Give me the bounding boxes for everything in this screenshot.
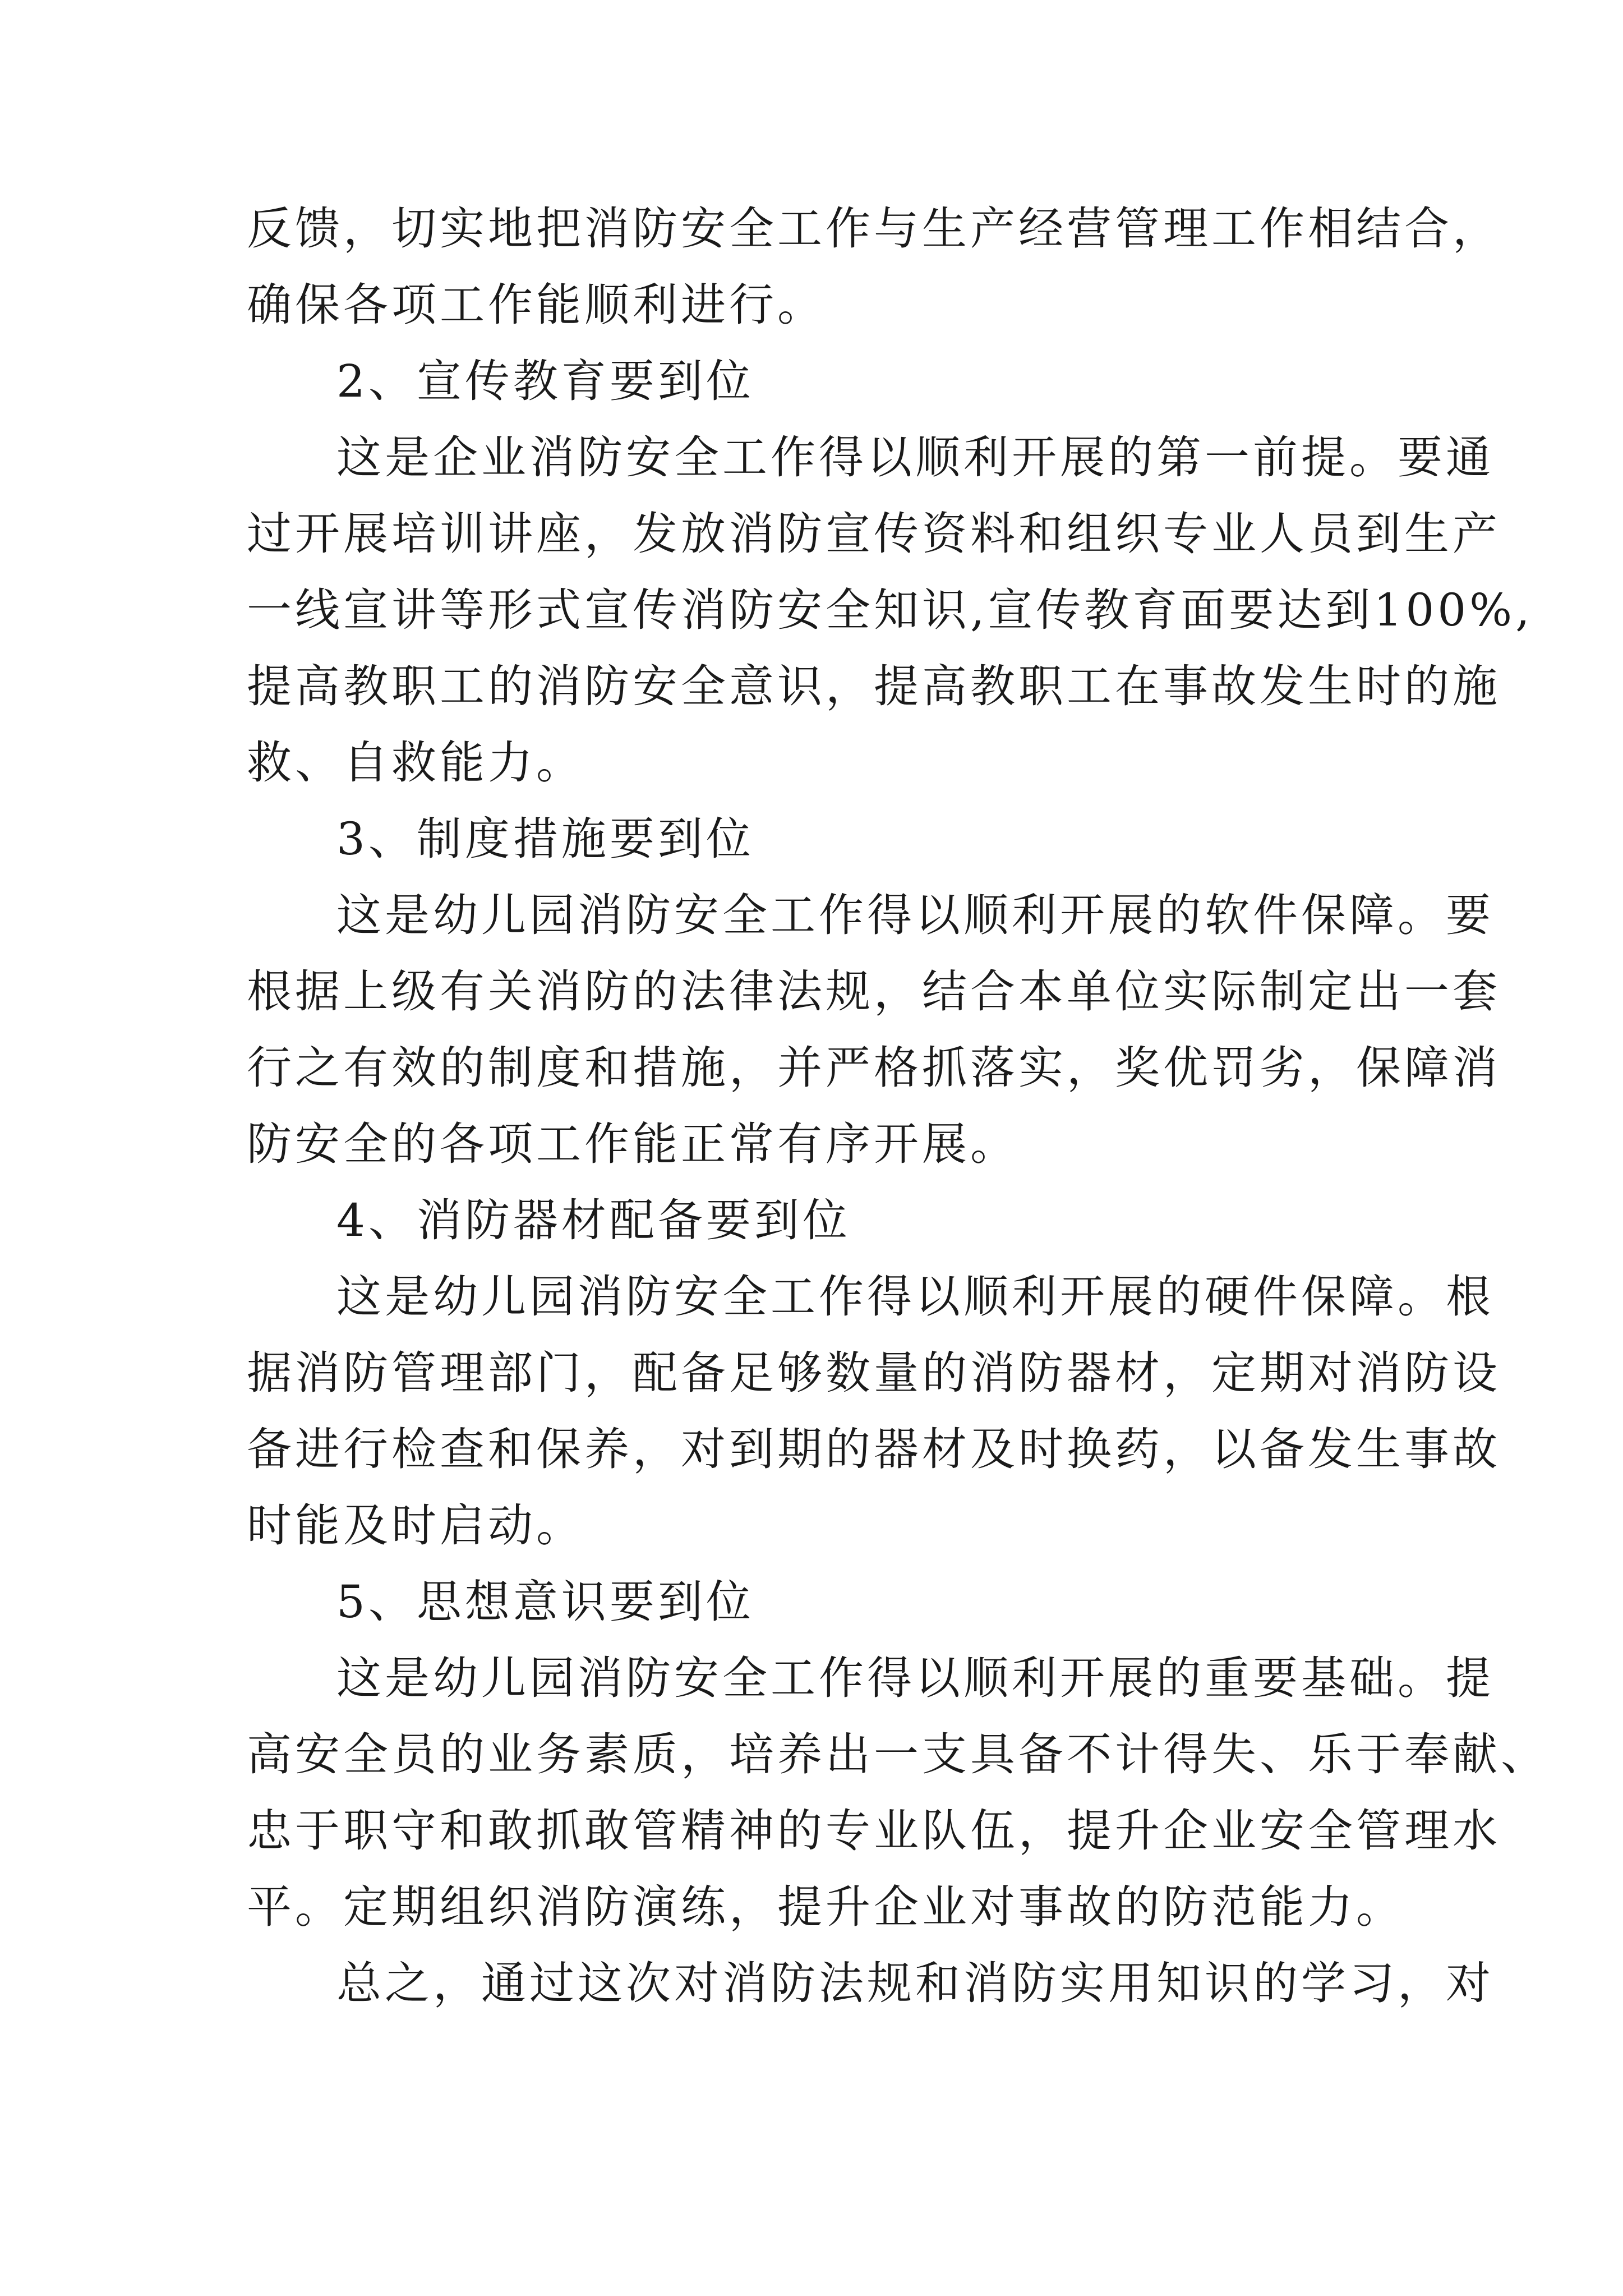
text-line: 一线宣讲等形式宣传消防安全知识,宣传教育面要达到100%, (247, 584, 1533, 636)
text-line: 3、制度措施要到位 (336, 813, 754, 865)
text-line: 5、思想意识要到位 (336, 1576, 754, 1628)
text-line: 这是企业消防安全工作得以顺利开展的第一前提。要通 (336, 431, 1494, 484)
text-line: 救、自救能力。 (247, 737, 584, 789)
text-line: 2、宣传教育要到位 (336, 355, 754, 407)
section-heading (247, 1564, 1424, 1640)
paragraph (247, 420, 1533, 801)
text-line: 确保各项工作能顺利进行。 (247, 279, 826, 331)
text-line: 过开展培训讲座，发放消防宣传资料和组织专业人员到生产 (247, 508, 1501, 560)
text-line: 备进行检查和保养，对到期的器材及时换药，以备发生事故 (247, 1423, 1501, 1475)
paragraph (247, 1640, 1549, 1945)
section-heading (247, 801, 1424, 877)
section-heading (247, 343, 1424, 420)
text-line: 反馈，切实地把消防安全工作与生产经营管理工作相结合， (247, 203, 1501, 255)
text-line: 高安全员的业务素质，培养出一支具备不计得失、乐于奉献、 (247, 1728, 1549, 1780)
text-line: 4、消防器材配备要到位 (336, 1194, 851, 1246)
text-line: 总之，通过这次对消防法规和消防实用知识的学习，对 (336, 1957, 1494, 2009)
text-line: 平。定期组织消防演练，提升企业对事故的防范能力。 (247, 1881, 1404, 1933)
paragraph (247, 1945, 1494, 2022)
document-body (247, 191, 1549, 2022)
text-line: 忠于职守和敢抓敢管精神的专业队伍，提升企业安全管理水 (247, 1805, 1501, 1857)
text-line: 这是幼儿园消防安全工作得以顺利开展的硬件保障。根 (336, 1271, 1494, 1323)
section-heading (247, 1182, 1424, 1259)
text-line: 提高教职工的消防安全意识，提高教职工在事故发生时的施 (247, 660, 1501, 712)
paragraph (247, 1259, 1501, 1564)
text-line: 这是幼儿园消防安全工作得以顺利开展的软件保障。要 (336, 889, 1494, 941)
text-line: 防安全的各项工作能正常有序开展。 (247, 1118, 1018, 1170)
text-line: 这是幼儿园消防安全工作得以顺利开展的重要基础。提 (336, 1652, 1494, 1704)
text-line: 根据上级有关消防的法律法规，结合本单位实际制定出一套 (247, 965, 1501, 1018)
paragraph (247, 191, 1501, 343)
text-line: 据消防管理部门，配备足够数量的消防器材，定期对消防设 (247, 1347, 1501, 1399)
text-line: 行之有效的制度和措施，并严格抓落实，奖优罚劣，保障消 (247, 1042, 1501, 1094)
paragraph (247, 877, 1501, 1182)
text-line: 时能及时启动。 (247, 1499, 584, 1552)
